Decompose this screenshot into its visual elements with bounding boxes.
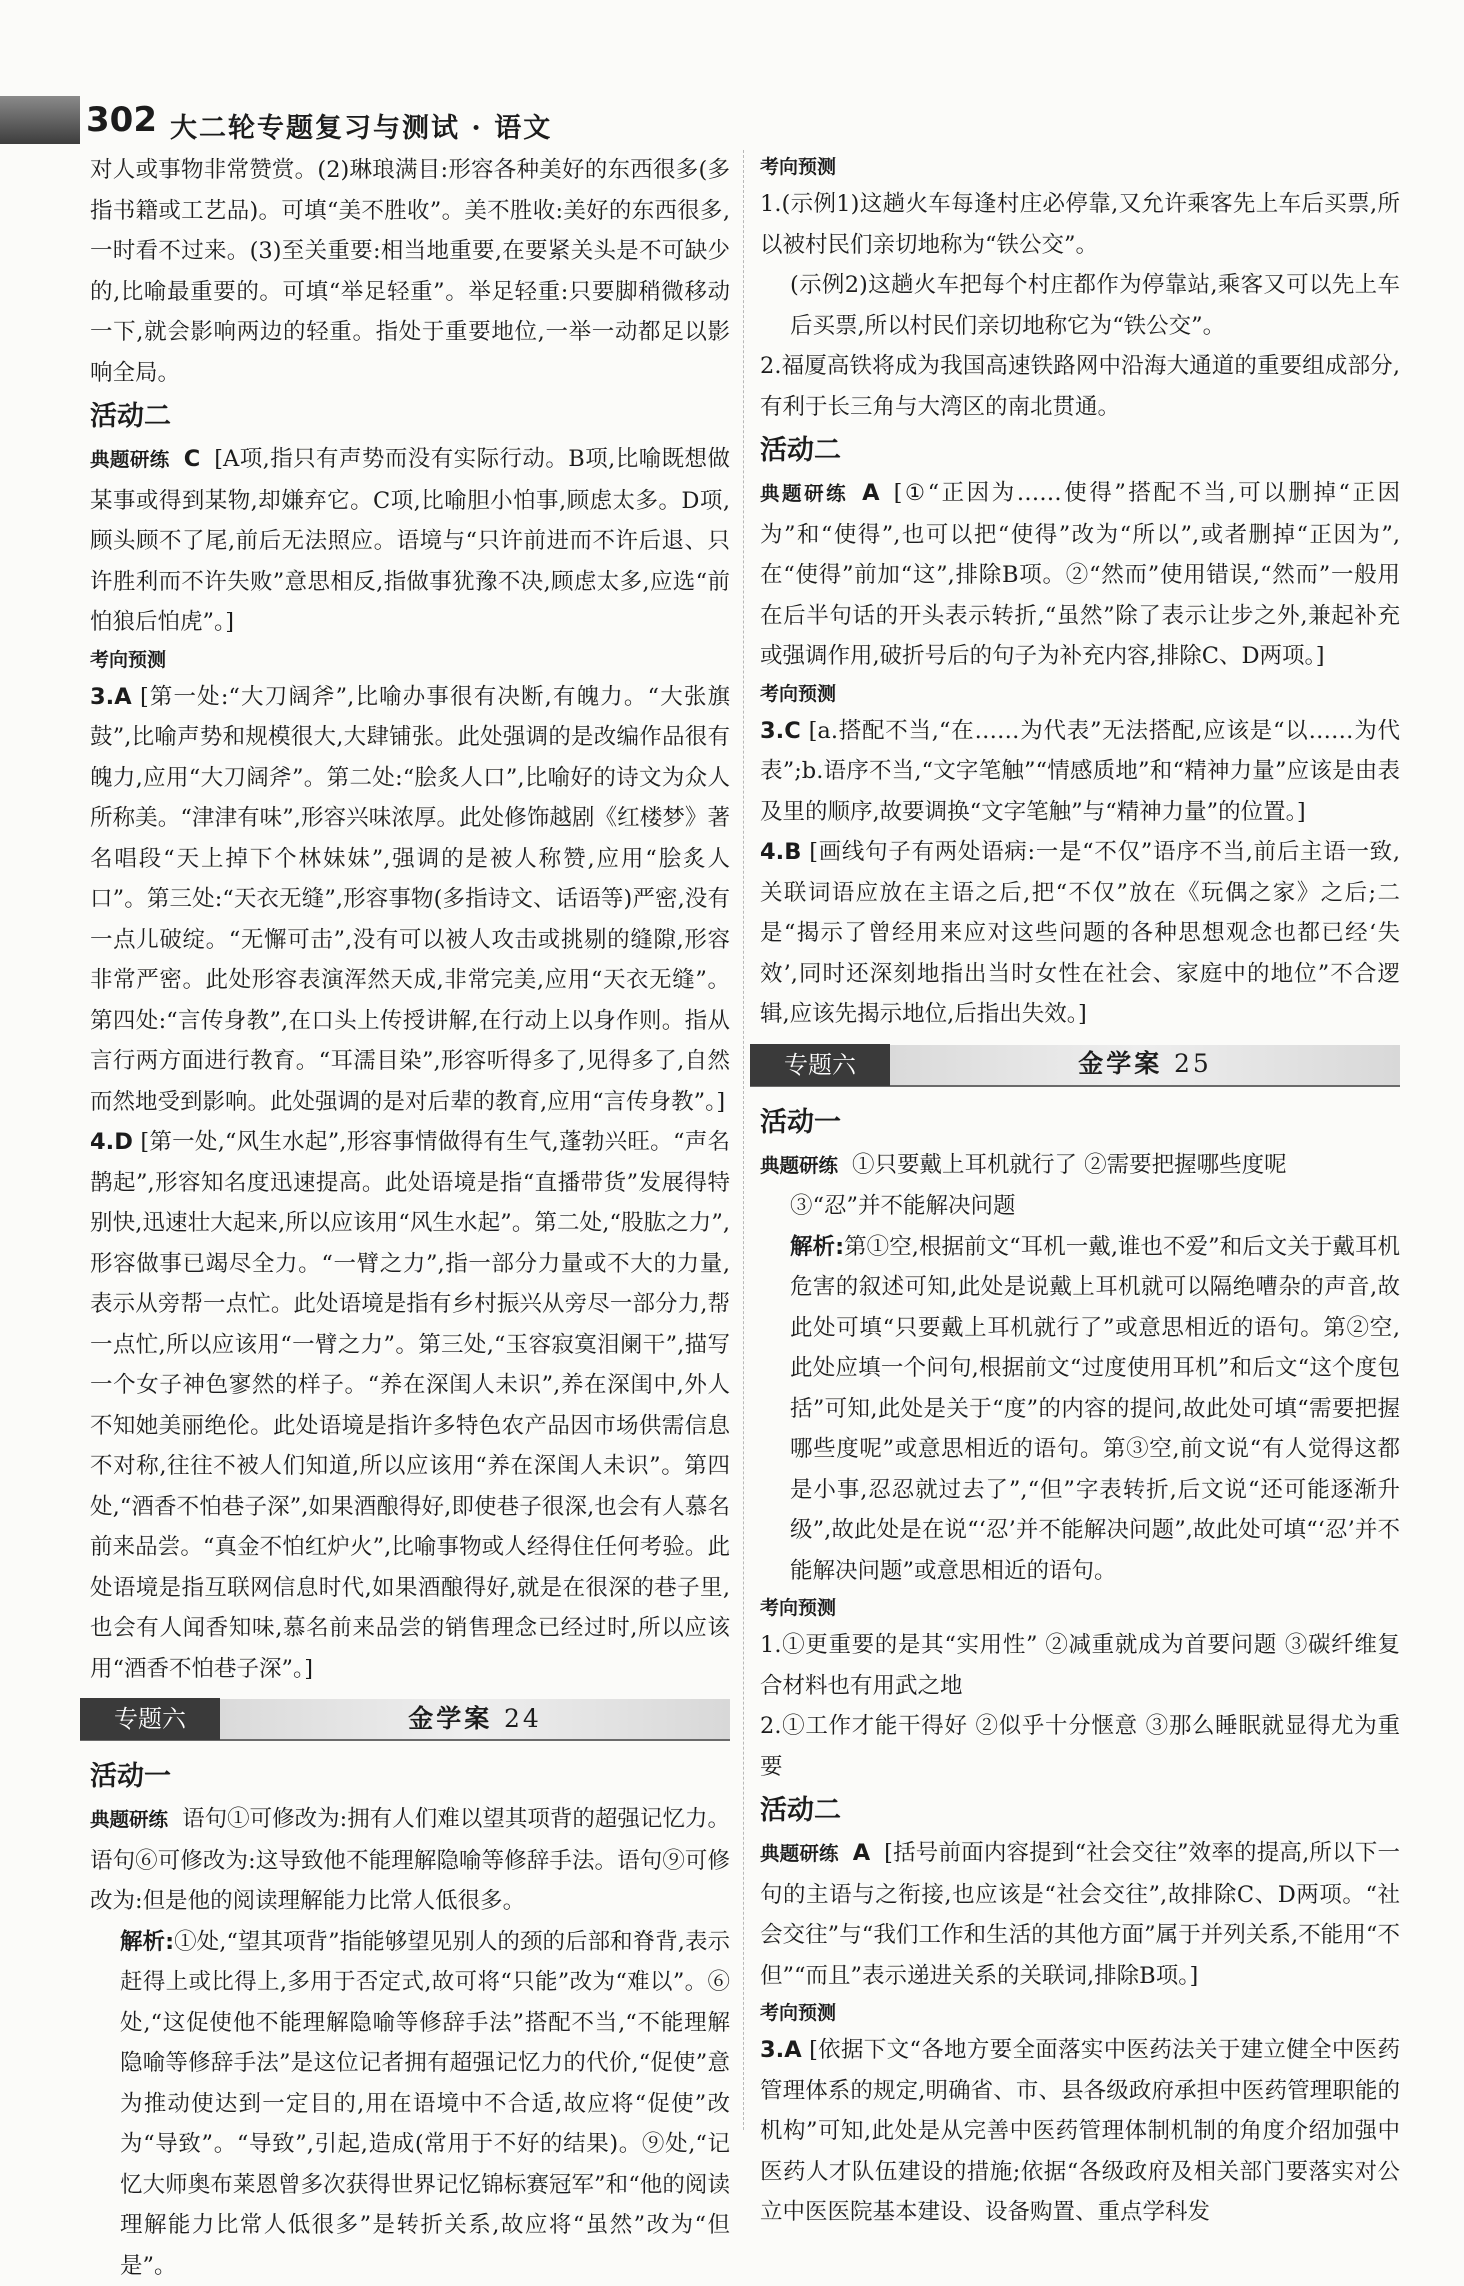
topic-name: 专题六 (80, 1698, 220, 1740)
activity-heading: 活动一 (760, 1101, 1400, 1145)
exercise-label: 典题研练 (90, 1808, 168, 1831)
question-explanation: [第一处:“大刀阔斧”,比喻办事很有决断,有魄力。“大张旗鼓”,比喻声势和规模很大,大肆铺张。此处强调的是改编作品很有魄力,应用“大刀阔斧”。第二处:“脍炙人口”,比喻好的诗文为众人所称美。“津津有味”,形容兴味浓厚。此处修饰越剧《红楼梦》著名唱段“天上掉下个林妹妹”,强调的是被人称赞,应用“脍炙人口”。第三处:“天衣无缝”,形容事物(多指诗文、话语等)严密,没有一点儿破绽。“无懈可击”,没有可以被人攻击或挑剔的缝隙,形容非常严密。此处形容表演浑然天成,非常完美,应用“天衣无缝”。第四处:“言传身教”,在口头上传授讲解,在行动上以身作则。指从言行两方面进行教育。“耳濡目染”,形容听得多了,见得多了,自然而然地受到影响。此处强调的是对后辈的教育,应用“言传身教”。] (90, 684, 730, 1115)
prediction-heading: 考向预测 (90, 643, 730, 677)
exercise-block (90, 1799, 730, 1922)
question-item (90, 677, 730, 1123)
question-explanation: [画线句子有两处语病:一是“不仅”语序不当,前后主语一致,关联词语应放在主语之后,把“不仅”放在《玩偶之家》之后;二是“揭示了曾经用来应对这些问题的各种思想观念也都已经‘失效’,同时还深刻地指出当时女性在社会、家庭中的地位”不合逻辑,应该先揭示地位,后指出失效。] (760, 839, 1400, 1027)
topic-banner (750, 1045, 1400, 1087)
answer-line: (示例2)这趟火车把每个村庄都作为停靠站,乘客又可以先上车后买票,所以村民们亲切地称它为“铁公交”。 (760, 265, 1400, 346)
explanation-text: [A项,指只有声势而没有实际行动。B项,比喻既想做某事或得到某物,却嫌弃它。C项,比喻胆小怕事,顾虑太多。D项,顾头顾不了尾,前后无法照应。语境与“只许前进而不许后退、只许胜利而不许失败”意思相反,指做事犹豫不决,顾虑太多,应选“前怕狼后怕虎”。] (90, 446, 730, 635)
answer-line: 2.福厦高铁将成为我国高速铁路网中沿海大通道的重要组成部分,有利于长三角与大湾区的南北贯通。 (760, 346, 1400, 427)
prediction-heading: 考向预测 (760, 1996, 1400, 2030)
exercise-block (760, 1145, 1400, 1187)
exercise-label: 典题研练 (760, 1842, 839, 1865)
page-number: 302 (86, 100, 157, 140)
prediction-heading: 考向预测 (760, 677, 1400, 711)
analysis-block (760, 1227, 1400, 1592)
analysis-text: ①处,“望其项背”指能够望见别人的颈的后部和脊背,表示赶得上或比得上,多用于否定式,故可将“只能”改为“难以”。⑥处,“这促使他不能理解隐喻等修辞手法”搭配不当,“不能理解隐喻等修辞手法”是这位记者拥有超强记忆力的代价,“促使”意为推动使达到一定目的,用在语境中不合适,故应将“促使”改为“导致”。“导致”,引起,造成(常用于不好的结果)。⑨处,“记忆大师奥布莱恩曾多次获得世界记忆锦标赛冠军”和“他的阅读理解能力比常人低很多”是转折关系,故应将“虽然”改为“但是”。 (120, 1929, 730, 2279)
question-item (760, 832, 1400, 1035)
explanation-text: [①“正因为……使得”搭配不当,可以删掉“正因为”和“使得”,也可以把“使得”改为“所以”,或者删掉“正因为”,在“使得”前加“这”,排除B项。②“然而”使用错误,“然而”一般用在后半句话的开头表示转折,“虽然”除了表示让步之外,兼起补充或强调作用,破折号后的句子为补充内容,排除C、D两项。] (760, 480, 1400, 669)
analysis-text: 第①空,根据前文“耳机一戴,谁也不爱”和后文关于戴耳机危害的叙述可知,此处是说戴上耳机就可以隔绝嘈杂的声音,故此处可填“只要戴上耳机就行了”或意思相近的语句。第②空,此处应填一个问句,根据前文“过度使用耳机”和后文“这个度包括”可知,此处是关于“度”的内容的提问,故此处可填“需要把握哪些度呢”或意思相近的语句。第③空,前文说“有人觉得这都是小事,忍忍就过去了”,“但”字表转折,后文说“还可能逐渐升级”,故此处是在说“‘忍’并不能解决问题”,故此处可填“‘忍’并不能解决问题”或意思相近的语句。 (790, 1234, 1400, 1584)
exercise-block (760, 473, 1400, 677)
analysis-block (90, 1922, 730, 2286)
left-column (90, 150, 730, 2286)
question-item (760, 711, 1400, 833)
question-number: 3.A (90, 684, 132, 710)
answer-letter: A (853, 1840, 870, 1866)
exercise-label: 典题研练 (90, 448, 170, 471)
answer-letter: C (184, 446, 201, 472)
activity-heading: 活动二 (760, 429, 1400, 473)
analysis-label: 解析: (120, 1929, 174, 1955)
topic-case-label: 金学案 (408, 1704, 492, 1733)
prediction-heading: 考向预测 (760, 150, 1400, 184)
header-tab-marker (0, 96, 80, 144)
answer-line: 1.(示例1)这趟火车每逢村庄必停靠,又允许乘客先上车后买票,所以被村民们亲切地称为“铁公交”。 (760, 184, 1400, 265)
right-column (760, 150, 1400, 2233)
question-number: 3.C (760, 718, 801, 744)
answer-line: ③“忍”并不能解决问题 (760, 1186, 1400, 1227)
exercise-block (760, 1833, 1400, 1996)
answer-letter: A (862, 480, 879, 506)
answer-text: ①只要戴上耳机就行了 ②需要把握哪些度呢 (852, 1152, 1287, 1178)
answer-line: 2.①工作才能干得好 ②似乎十分惬意 ③那么睡眠就显得尤为重要 (760, 1706, 1400, 1787)
topic-banner (80, 1699, 730, 1741)
activity-heading: 活动二 (760, 1789, 1400, 1833)
prediction-heading: 考向预测 (760, 1591, 1400, 1625)
topic-case-title (890, 1044, 1400, 1085)
question-number: 3.A (760, 2037, 802, 2063)
topic-case-title (220, 1699, 730, 1740)
answer-line: 1.①更重要的是其“实用性” ②减重就成为首要问题 ③碳纤维复合材料也有用武之地 (760, 1625, 1400, 1706)
column-divider (743, 150, 744, 2130)
exercise-label: 典题研练 (760, 482, 848, 505)
question-item (90, 1122, 730, 1689)
question-number: 4.B (760, 839, 801, 865)
question-number: 4.D (90, 1129, 133, 1155)
book-title: 大二轮专题复习与测试 · 语文 (170, 106, 552, 145)
question-item (760, 2030, 1400, 2233)
exercise-block (90, 439, 730, 643)
topic-case-number: 24 (504, 1704, 542, 1733)
topic-case-label: 金学案 (1078, 1049, 1162, 1078)
question-explanation: [第一处,“风生水起”,形容事情做得有生气,蓬勃兴旺。“声名鹊起”,形容知名度迅速提高。此处语境是指“直播带货”发展得特别快,迅速壮大起来,所以应该用“风生水起”。第二处,“股肱之力”,形容做事已竭尽全力。“一臂之力”,指一部分力量或不大的力量,表示从旁帮一点忙。此处语境是指有乡村振兴从旁尽一部分力,帮一点忙,所以应该用“一臂之力”。第三处,“玉容寂寞泪阑干”,描写一个女子神色寥然的样子。“养在深闺人未识”,养在深闺中,外人不知她美丽绝伦。此处语境是指许多特色农产品因市场供需信息不对称,往往不被人们知道,所以应该用“养在深闺人未识”。第四处,“酒香不怕巷子深”,如果酒酿得好,即使巷子很深,也会有人慕名前来品尝。“真金不怕红炉火”,比喻事物或人经得住任何考验。此处语境是指互联网信息时代,如果酒酿得好,就是在很深的巷子里,也会有人闻香知味,慕名前来品尝的销售理念已经过时,所以应该用“酒香不怕巷子深”。] (90, 1129, 730, 1682)
question-explanation: [依据下文“各地方要全面落实中医药法关于建立健全中医药管理体系的规定,明确省、市、县各级政府承担中医药管理职能的机构”可知,此处是从完善中医药管理体制机制的角度介绍加强中医药人才队伍建设的措施;依据“各级政府及相关部门要落实对公立中医医院基本建设、设备购置、重点学科发 (760, 2037, 1400, 2225)
explanation-text: [括号前面内容提到“社会交往”效率的提高,所以下一句的主语与之衔接,也应该是“社会交往”,故排除C、D两项。“社会交往”与“我们工作和生活的其他方面”属于并列关系,不能用“不但”“而且”表示递进关系的关联词,排除B项。] (760, 1840, 1400, 1989)
question-explanation: [a.搭配不当,“在……为代表”无法搭配,应该是“以……为代表”;b.语序不当,“文字笔触”“情感质地”和“精神力量”应该是由表及里的顺序,故要调换“文字笔触”与“精神力量”的位置。] (760, 718, 1400, 825)
topic-name: 专题六 (750, 1044, 890, 1086)
activity-heading: 活动一 (90, 1755, 730, 1799)
activity-heading: 活动二 (90, 395, 730, 439)
analysis-label: 解析: (790, 1234, 844, 1260)
answer-text: 语句①可修改为:拥有人们难以望其项背的超强记忆力。语句⑥可修改为:这导致他不能理解隐喻等修辞手法。语句⑨可修改为:但是他的阅读理解能力比常人低很多。 (90, 1806, 730, 1914)
intro-paragraph: 对人或事物非常赞赏。(2)琳琅满目:形容各种美好的东西很多(多指书籍或工艺品)。可填“美不胜收”。美不胜收:美好的东西很多,一时看不过来。(3)至关重要:相当地重要,在要紧关头是不可缺少的,比喻最重要的。可填“举足轻重”。举足轻重:只要脚稍微移动一下,就会影响两边的轻重。指处于重要地位,一举一动都足以影响全局。 (90, 150, 730, 393)
exercise-label: 典题研练 (760, 1154, 838, 1177)
topic-case-number: 25 (1174, 1049, 1212, 1078)
